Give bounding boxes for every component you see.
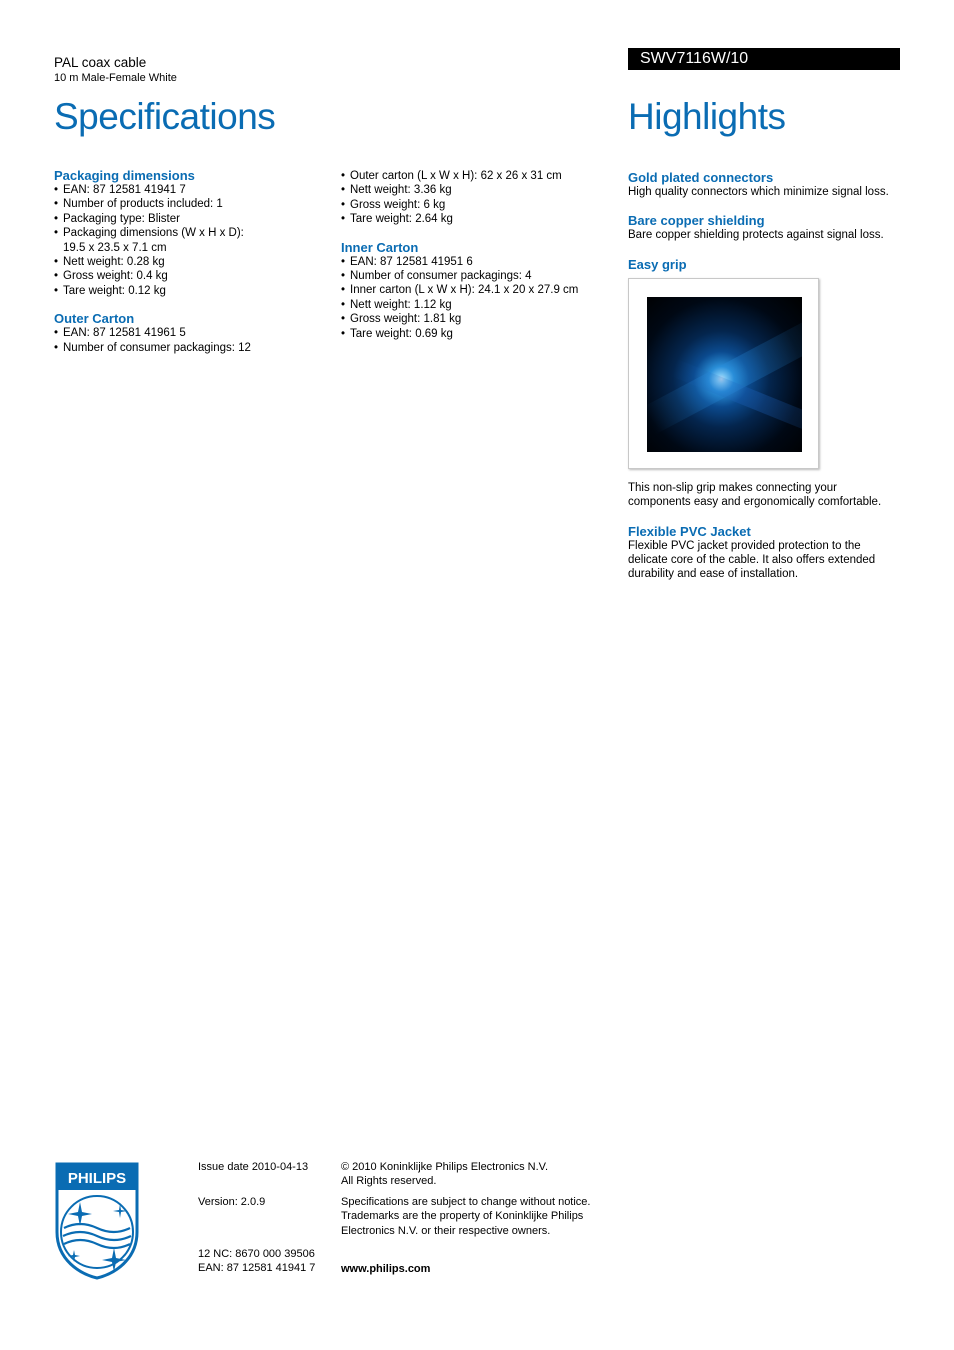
spec-list — [341, 169, 611, 227]
list-item-text: Packaging dimensions (W x H x D): — [63, 227, 244, 240]
highlights-column — [628, 170, 908, 596]
highlight-text: This non-slip grip makes connecting your components easy and ergonomically comfortable. — [628, 481, 882, 509]
list-item: • Gross weight: 6 kg — [341, 198, 611, 212]
list-item: • Nett weight: 1.12 kg — [341, 298, 611, 312]
spec-notice-line: Specifications are subject to change without notice. — [341, 1196, 591, 1208]
issue-date: Issue date 2010-04-13 — [198, 1161, 309, 1173]
rights-line: All Rights reserved. — [341, 1175, 437, 1188]
product-subtitle: 10 m Male-Female White — [54, 72, 177, 84]
nc-number: 12 NC: 8670 000 39506 — [198, 1248, 315, 1260]
easy-grip-image — [647, 297, 802, 452]
highlight-copper-shielding — [628, 213, 908, 242]
list-item: • Gross weight: 1.81 kg — [341, 312, 611, 326]
list-item: • Tare weight: 0.69 kg — [341, 327, 611, 341]
ean-number: EAN: 87 12581 41941 7 — [198, 1262, 316, 1275]
list-item: • Number of products included: 1 — [54, 197, 314, 211]
copyright — [341, 1160, 601, 1189]
specs-column-2 — [341, 169, 611, 354]
philips-shield-icon — [54, 1162, 140, 1280]
highlight-flexible-pvc — [628, 524, 908, 582]
highlight-title: Gold plated connectors — [628, 170, 774, 185]
list-item: • Tare weight: 2.64 kg — [341, 212, 611, 226]
section-title: Packaging dimensions — [54, 168, 195, 183]
highlight-title: Flexible PVC Jacket — [628, 523, 751, 539]
list-item: • Gross weight: 0.4 kg — [54, 269, 314, 283]
highlight-text: Flexible PVC jacket provided protection to the delicate core of the cable. It also offers extended durability and ease of installation. — [628, 539, 876, 581]
model-number-bar: SWV7116W/10 — [628, 48, 900, 70]
website-link[interactable]: www.philips.com — [341, 1263, 431, 1275]
spec-notice-line: Electronics N.V. or their respective owners. — [341, 1224, 551, 1237]
list-item: • Packaging type: Blister — [54, 212, 314, 226]
list-item: • Inner carton (L x W x H): 24.1 x 20 x 27.9 cm — [341, 283, 611, 297]
nc-and-ean — [198, 1247, 315, 1276]
specifications-title: Specifications — [54, 96, 276, 137]
section-title: Inner Carton — [341, 239, 419, 255]
list-item: • Tare weight: 0.12 kg — [54, 284, 314, 298]
product-name: PAL coax cable — [54, 55, 147, 70]
highlight-title: Easy grip — [628, 256, 687, 272]
packaging-dimensions-section — [54, 168, 314, 298]
list-item: • EAN: 87 12581 41951 6 — [341, 255, 611, 269]
list-item: • Outer carton (L x W x H): 62 x 26 x 31 cm — [341, 169, 611, 183]
spec-notice — [341, 1195, 601, 1238]
highlight-text: High quality connectors which minimize signal loss. — [628, 186, 889, 198]
list-item: • EAN: 87 12581 41961 5 — [54, 326, 314, 340]
highlight-gold-connectors — [628, 170, 908, 199]
spec-list — [54, 326, 314, 355]
highlight-title: Bare copper shielding — [628, 213, 765, 229]
list-item: • Nett weight: 0.28 kg — [54, 255, 314, 269]
philips-shield-logo — [54, 1162, 140, 1280]
version: Version: 2.0.9 — [198, 1196, 266, 1208]
list-item — [54, 226, 314, 255]
inner-carton-section — [341, 240, 611, 341]
list-item: • Number of consumer packagings: 12 — [54, 341, 314, 355]
highlight-easy-grip — [628, 257, 908, 510]
outer-carton-continued — [341, 169, 611, 227]
section-title: Outer Carton — [54, 311, 135, 327]
specs-column-1 — [54, 168, 314, 368]
list-item: • EAN: 87 12581 41941 7 — [54, 183, 314, 197]
spec-list — [54, 183, 314, 298]
highlights-title: Highlights — [628, 96, 786, 137]
easy-grip-image-frame — [628, 278, 819, 469]
highlight-text: Bare copper shielding protects against signal loss. — [628, 229, 884, 242]
list-item: • Number of consumer packagings: 4 — [341, 269, 611, 283]
copyright-line: © 2010 Koninklijke Philips Electronics N.V. — [341, 1161, 549, 1173]
list-item: • Nett weight: 3.36 kg — [341, 183, 611, 197]
spec-notice-line: Trademarks are the property of Koninklijke Philips — [341, 1210, 584, 1223]
list-item-continuation: 19.5 x 23.5 x 7.1 cm — [63, 241, 167, 254]
outer-carton-section — [54, 311, 314, 355]
logo-text: PHILIPS — [67, 1170, 127, 1187]
spec-list — [341, 255, 611, 341]
